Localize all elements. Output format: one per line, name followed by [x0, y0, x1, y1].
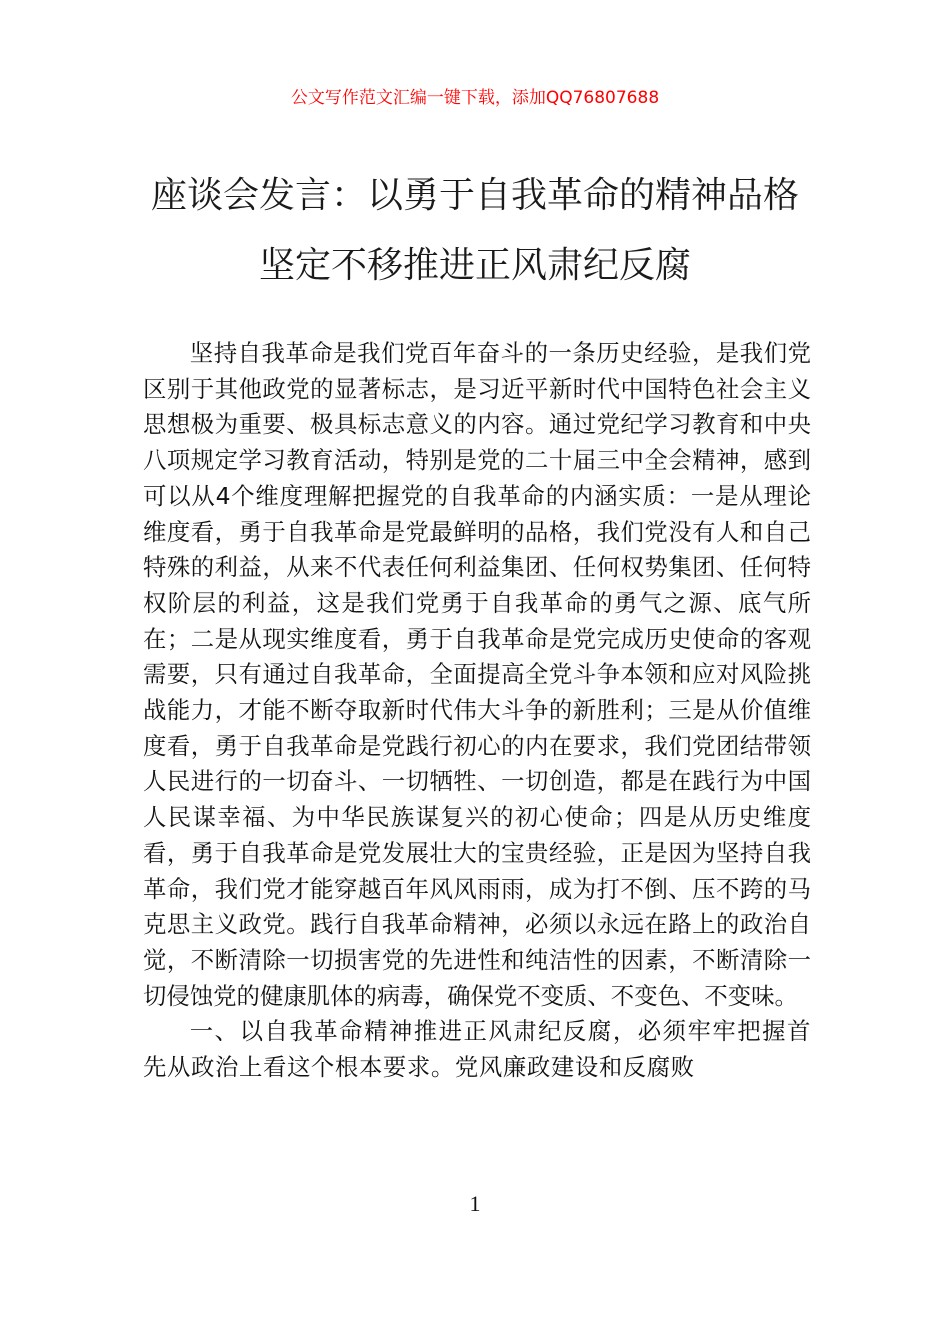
section-heading-paragraph: 一、以自我革命精神推进正风肃纪反腐，必须牢牢把握首先从政治上看这个根本要求。党风廉政建设和反腐败 [143, 1017, 811, 1082]
document-body [143, 336, 811, 1086]
promo-banner: 公文写作范文汇编一键下载，添加QQ76807688 [290, 88, 660, 108]
document-title-line-2: 坚定不移推进正风肃纪反腐 [258, 245, 691, 286]
body-paragraph: 坚持自我革命是我们党百年奋斗的一条历史经验，是我们党区别于其他政党的显著标志，是习近平新时代中国特色社会主义思想极为重要、极具标志意义的内容。通过党纪学习教育和中央八项规定学习教育活动，特别是党的二十届三中全会精神，感到可以从4个维度理解把握党的自我革命的内涵实质：一是从理论维度看，勇于自我革命是党最鲜明的品格，我们党没有人和自己特殊的利益，从来不代表任何利益集团、任何权势集团、任何特权阶层的利益，这是我们党勇于自我革命的勇气之源、底气所在；二是从现实维度看，勇于自我革命是党完成历史使命的客观需要，只有通过自我革命，全面提高全党斗争本领和应对风险挑战能力，才能不断夺取新时代伟大斗争的新胜利；三是从价值维度看，勇于自我革命是党践行初心的内在要求，我们党团结带领人民进行的一切奋斗、一切牺牲、一切创造，都是在践行为中国人民谋幸福、为中华民族谋复兴的初心使命；四是从历史维度看，勇于自我革命是党发展壮大的宝贵经验，正是因为坚持自我革命，我们党才能穿越百年风风雨雨，成为打不倒、压不跨的马克思主义政党。践行自我革命精神，必须以永远在路上的政治自觉，不断清除一切损害党的先进性和纯洁性的因素，不断清除一切侵蚀党的健康肌体的病毒，确保党不变质、不变色、不变味。 [143, 339, 811, 1010]
page-number: 1 [469, 1191, 481, 1216]
document-title-line-1: 座谈会发言：以勇于自我革命的精神品格 [150, 175, 799, 216]
